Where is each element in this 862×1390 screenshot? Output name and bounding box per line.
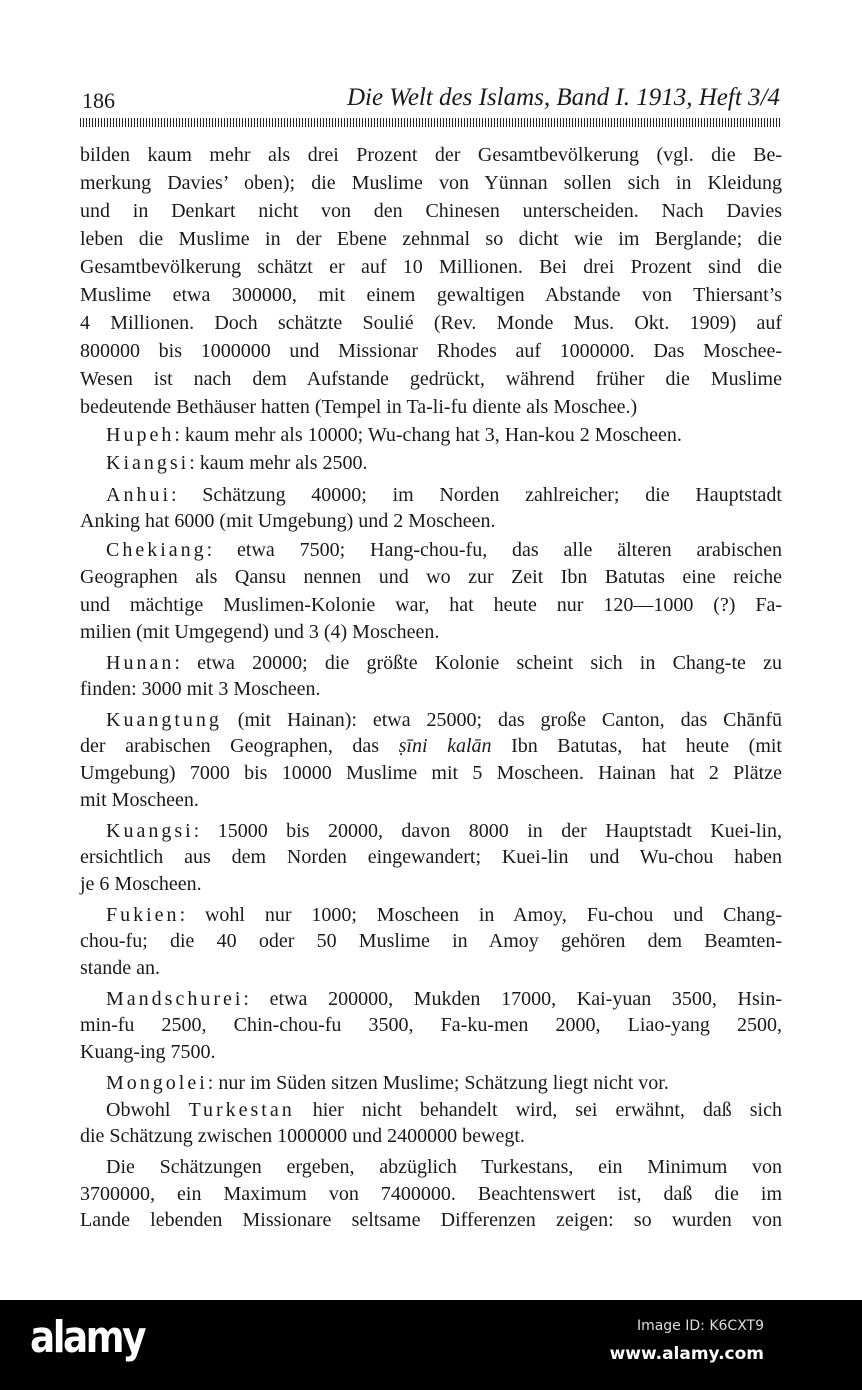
text-line [106, 1153, 782, 1181]
text-segment: : kaum mehr als 2500. [189, 452, 368, 474]
text-segment: : 15000 bis 20000, davon 8000 in der Hauptstadt Kuei-lin, [193, 820, 782, 842]
text-segment: : kaum mehr als 10000; Wu-chang hat 3, Han-kou 2 Moscheen. [174, 424, 682, 446]
header-rule [80, 118, 782, 127]
region-name: Hunan [106, 652, 175, 674]
text-segment: und in Denkart nicht von den Chinesen unterscheiden. Nach Davies [80, 200, 782, 222]
text-segment: die Schätzung zwischen 1000000 und 2400000 bewegt. [80, 1125, 525, 1147]
text-line [80, 225, 782, 253]
text-segment: bilden kaum mehr als drei Prozent der Gesamtbevölkerung (vgl. die Be- [80, 144, 782, 166]
text-segment: Lande lebenden Missionare seltsame Differenzen zeigen: so wurden von [80, 1209, 782, 1231]
text-line [80, 169, 782, 197]
text-line [80, 365, 782, 393]
text-line [80, 309, 782, 337]
text-line [80, 843, 782, 871]
text-segment: Geographen als Qansu nennen und wo zur Zeit Ibn Batutas eine reiche [80, 566, 782, 588]
running-title: Die Welt des Islams, Band I. 1913, Heft 3/4 [346, 84, 780, 111]
text-line [106, 1069, 782, 1097]
text-segment: leben die Muslime in der Ebene zehnmal so dicht wie im Berglande; die [80, 228, 782, 250]
text-segment: Die Schätzungen ergeben, abzüglich Turkestans, ein Minimum von [106, 1156, 782, 1178]
text-line [80, 591, 782, 619]
text-line [80, 927, 782, 955]
text-segment: Anking hat 6000 (mit Umgebung) und 2 Moscheen. [80, 510, 496, 532]
text-line [80, 563, 782, 591]
site-url: www.alamy.com [609, 1344, 764, 1364]
text-segment: Gesamtbevölkerung schätzt er auf 10 Millionen. Bei drei Prozent sind die [80, 256, 782, 278]
region-name: Turkestan [188, 1099, 295, 1121]
text-segment: : wohl nur 1000; Moscheen in Amoy, Fu-chou und Chang- [179, 904, 782, 926]
text-line [80, 1180, 782, 1208]
text-line [80, 141, 782, 169]
italic-term: ṣīni kalān [398, 735, 492, 757]
text-line [80, 197, 782, 225]
text-line [106, 817, 782, 845]
text-segment: 4 Millionen. Doch schätzte Soulié (Rev. Monde Mus. Okt. 1909) auf [80, 312, 782, 334]
text-segment: ersichtlich aus dem Norden eingewandert; Kuei-lin und Wu-chou haben [80, 846, 782, 868]
image-id: Image ID: K6CXT9 [636, 1318, 764, 1334]
text-segment: Umgebung) 7000 bis 10000 Muslime mit 5 Moscheen. Hainan hat 2 Plätze [80, 762, 782, 784]
text-line [106, 706, 782, 734]
text-line [106, 1096, 782, 1124]
text-segment: bedeutende Bethäuser hatten (Tempel in Ta-li-fu diente als Moschee.) [80, 396, 638, 418]
text-line [80, 675, 782, 703]
text-line [80, 732, 782, 760]
region-name: Mongolei [106, 1072, 208, 1094]
region-name: Kuangtung [106, 709, 222, 731]
text-segment: stande an. [80, 957, 160, 979]
region-name: Anhui [106, 484, 171, 506]
text-segment: milien (mit Umgegend) und 3 (4) Moscheen. [80, 621, 440, 643]
alamy-logo: alamy [30, 1312, 144, 1363]
text-line [80, 618, 782, 646]
text-segment: : nur im Süden sitzen Muslime; Schätzung liegt nicht vor. [207, 1072, 669, 1094]
text-segment: Wesen ist nach dem Aufstande gedrückt, während früher die Muslime [80, 368, 782, 390]
watermark-bar [0, 1300, 862, 1390]
text-segment: (mit Hainan): etwa 25000; das große Canton, das Chānfū [221, 709, 782, 731]
text-segment: und mächtige Muslimen-Kolonie war, hat heute nur 120—1000 (?) Fa- [80, 594, 782, 616]
text-line [80, 786, 782, 814]
text-line [80, 870, 782, 898]
text-line [80, 281, 782, 309]
region-name: Hupeh [106, 424, 175, 446]
region-name: Kiangsi [106, 452, 190, 474]
region-name: Fukien [106, 904, 180, 926]
text-line [80, 1038, 782, 1066]
text-line [80, 759, 782, 787]
text-segment: Kuang-ing 7500. [80, 1041, 216, 1063]
text-line [80, 1122, 782, 1150]
text-segment: merkung Davies’ oben); die Muslime von Yünnan sollen sich in Kleidung [80, 172, 782, 194]
text-line [80, 393, 782, 421]
text-segment: : etwa 20000; die größte Kolonie scheint sich in Chang-te zu [174, 652, 782, 674]
text-line [106, 536, 782, 564]
text-segment: 800000 bis 1000000 und Missionar Rhodes auf 1000000. Das Moschee- [80, 340, 782, 362]
text-segment: 3700000, ein Maximum von 7400000. Beachtenswert ist, daß die im [80, 1183, 782, 1205]
text-line [80, 253, 782, 281]
text-line [106, 481, 782, 509]
text-line [80, 1206, 782, 1234]
region-name: Kuangsi [106, 820, 194, 842]
page-number: 186 [82, 88, 115, 113]
text-segment: hier nicht behandelt wird, sei erwähnt, daß sich [294, 1099, 782, 1121]
region-name: Chekiang [106, 539, 207, 561]
text-line [80, 507, 782, 535]
text-line [106, 421, 782, 449]
text-segment: : etwa 200000, Mukden 17000, Kai-yuan 3500, Hsin- [243, 988, 782, 1010]
region-name: Mandschurei [106, 988, 244, 1010]
text-segment: je 6 Moscheen. [80, 873, 202, 895]
text-segment: : etwa 7500; Hang-chou-fu, das alle älteren arabischen [206, 539, 782, 561]
text-segment: finden: 3000 mit 3 Moscheen. [80, 678, 321, 700]
text-segment: Obwohl [106, 1099, 189, 1121]
text-line [80, 954, 782, 982]
text-line [80, 1011, 782, 1039]
text-line [106, 985, 782, 1013]
text-segment: chou-fu; die 40 oder 50 Muslime in Amoy gehören dem Beamten- [80, 930, 782, 952]
text-segment: Ibn Batutas, hat heute (mit [491, 735, 782, 757]
text-segment: der arabischen Geographen, das [80, 735, 399, 757]
text-segment: Muslime etwa 300000, mit einem gewaltigen Abstande von Thiersant’s [80, 284, 782, 306]
text-segment: : Schätzung 40000; im Norden zahlreicher; die Hauptstadt [171, 484, 782, 506]
text-line [106, 449, 782, 477]
text-segment: min-fu 2500, Chin-chou-fu 3500, Fa-ku-men 2000, Liao-yang 2500, [80, 1014, 782, 1036]
text-line [80, 337, 782, 365]
text-line [106, 649, 782, 677]
text-line [106, 901, 782, 929]
text-segment: mit Moscheen. [80, 789, 199, 811]
